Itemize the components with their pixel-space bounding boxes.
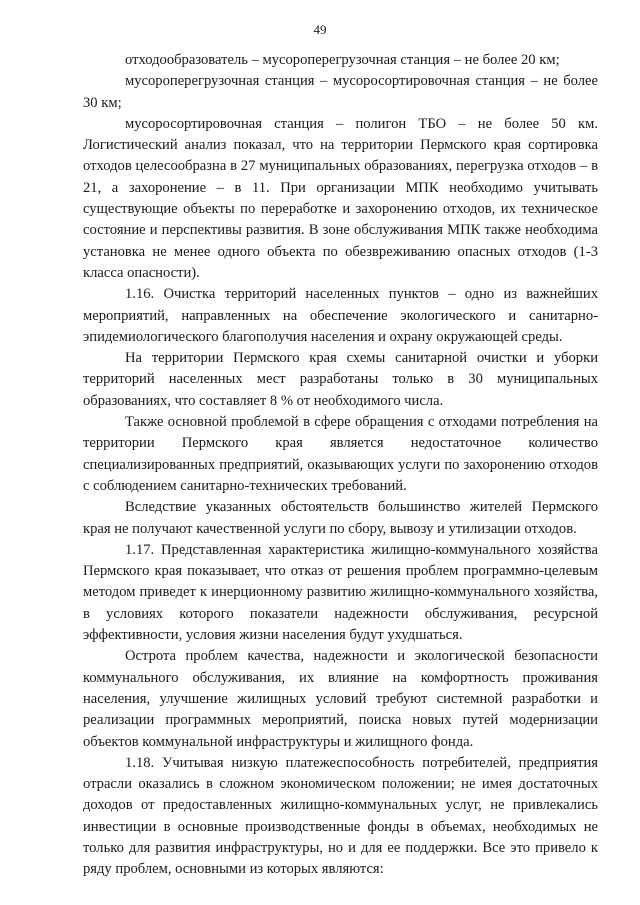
paragraph: 1.18. Учитывая низкую платежеспособность потребителей, предприятия отрасли оказались в сложном экономическом положении; не имея достаточных доходов от предоставленных жилищно-коммунальных услуг, не привлекались инвестиции в основные производственные фонды в объемах, необходимых не только для развития инфраструктуры, но и для ее поддержки. Все это привело к ряду проблем, основными из которых являются: <box>83 754 598 878</box>
paragraph: Острота проблем качества, надежности и экологической безопасности коммунального обслуживания, их влияние на комфортность проживания населения, улучшение жилищных условий требуют системной разработки и реализации программных мероприятий, поиска новых путей модернизации объектов коммунальной инфраструктуры и жилищного фонда. <box>83 648 598 750</box>
paragraph: 1.17. Представленная характеристика жилищно-коммунального хозяйства Пермского края показывает, что отказ от решения проблем программно-целевым методом приведет к инерционному развитию жилищно-коммунального хозяйства, в условиях которого показатели надежности обслуживания, ресурсной эффективности, условия жизни населения будут ухудшаться. <box>83 541 598 644</box>
paragraph: мусоросортировочная станция – полигон ТБО – не более 50 км. Логистический анализ показал, что на территории Пермского края сортировка отходов целесообразна в 27 муниципальных образованиях, перегрузка отходов – в 21, а захоронение – в 11. При организации МПК необходимо учитывать существующие объекты по переработке и захоронению отходов, их техническое состояние и перспективы развития. В зоне обслуживания МПК также необходима установка не менее одного объекта по обезвреживанию опасных отходов (1-3 класса опасности). <box>83 115 598 281</box>
body-text <box>83 50 598 881</box>
page-number: 49 <box>313 22 327 37</box>
paragraph: отходообразователь – мусороперегрузочная станция – не более 20 км; <box>125 52 560 68</box>
paragraph: На территории Пермского края схемы санитарной очистки и уборки территорий населенных мест разработаны только в 30 муниципальных образованиях, что составляет 8 % от необходимого числа. <box>83 350 598 409</box>
paragraph: Также основной проблемой в сфере обращения с отходами потребления на территории Пермского края является недостаточное количество специализированных предприятий, оказывающих услуги по захоронению отходов с соблюдением санитарно-технических требований. <box>83 414 598 494</box>
paragraph: мусороперегрузочная станция – мусоросортировочная станция – не более 30 км; <box>83 73 598 111</box>
paragraph: Вследствие указанных обстоятельств большинство жителей Пермского края не получают качественной услуги по сбору, вывозу и утилизации отходов. <box>83 499 598 537</box>
paragraph: 1.16. Очистка территорий населенных пунктов – одно из важнейших мероприятий, направленных на обеспечение экологического и санитарно-эпидемиологического благополучия населения и охрану окружающей среды. <box>83 286 598 345</box>
